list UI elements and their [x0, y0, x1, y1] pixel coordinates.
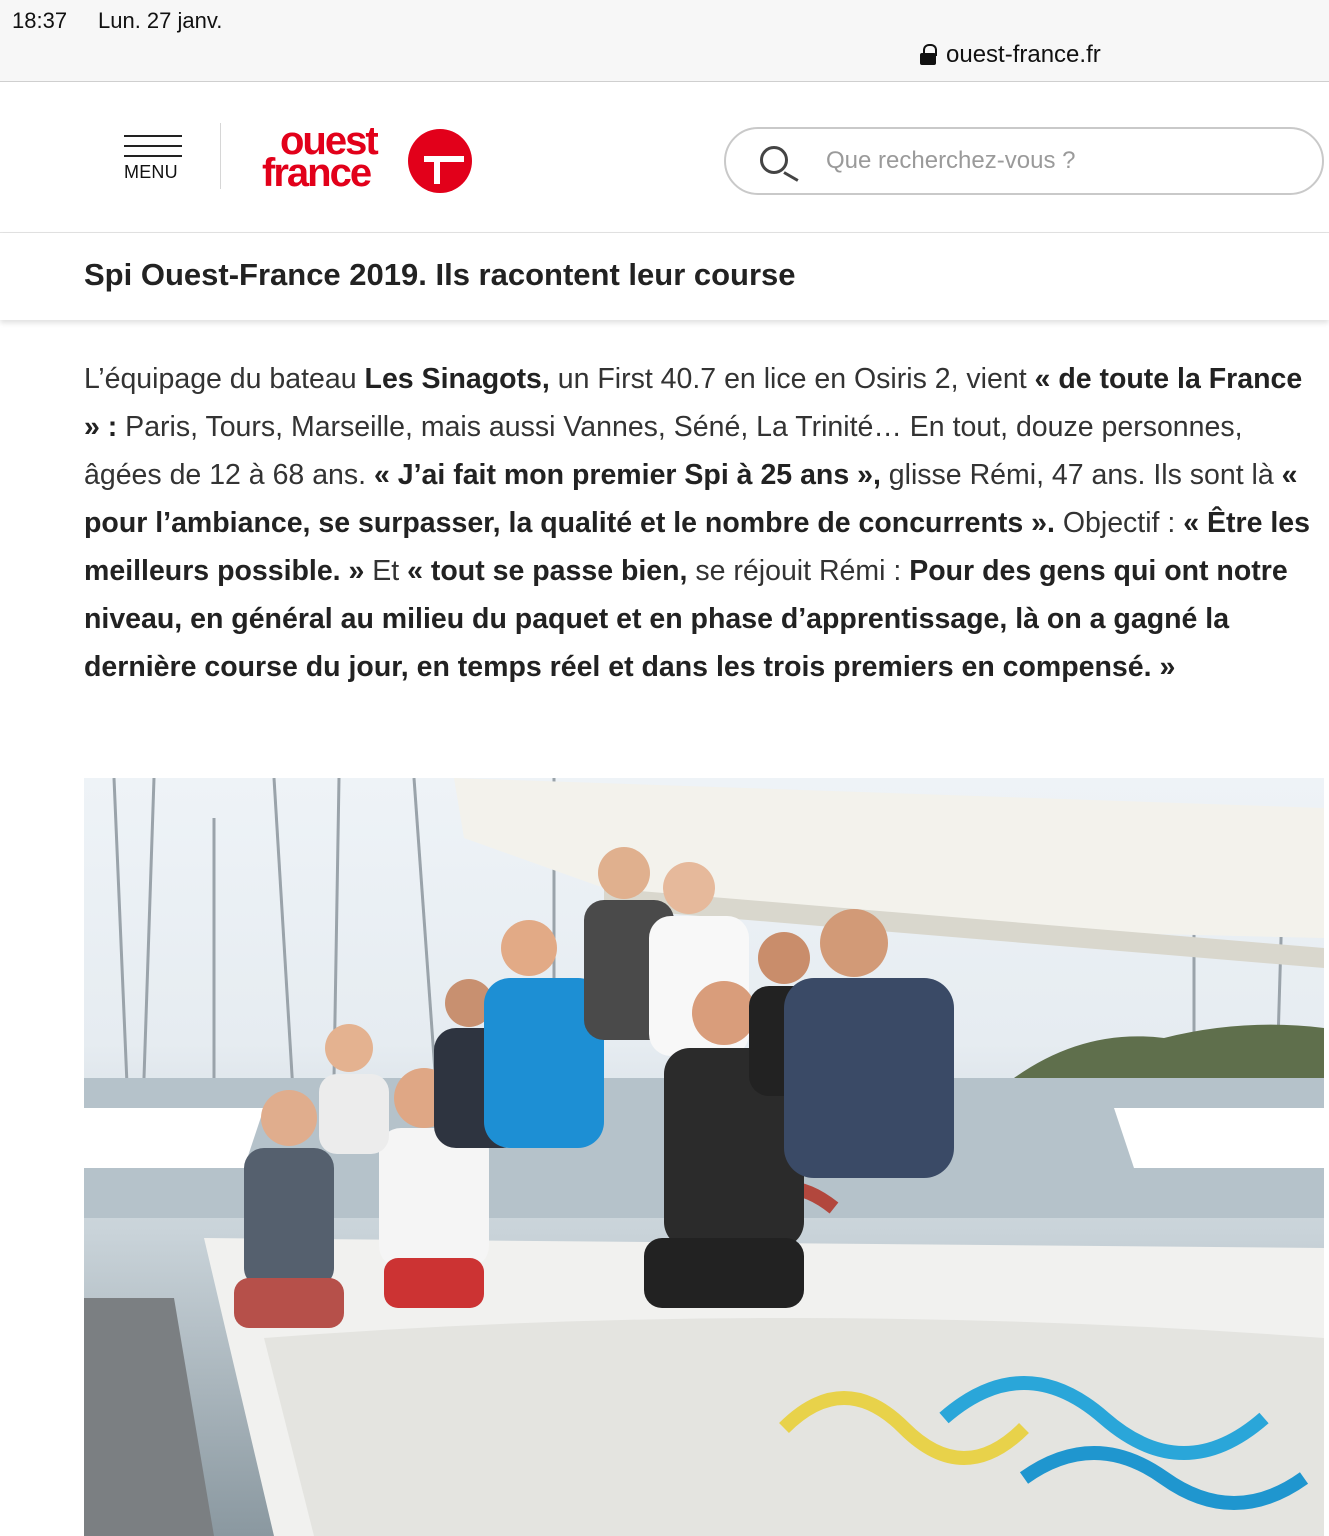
logo-circle-icon: [408, 129, 472, 193]
menu-button[interactable]: [122, 135, 184, 187]
article-text-bold: « Être les meilleurs possible. »: [84, 507, 1310, 587]
search-input[interactable]: [826, 141, 1306, 181]
site-header: [0, 83, 1329, 233]
search-icon[interactable]: [760, 146, 800, 180]
article-text-bold: Les Sinagots,: [364, 363, 550, 395]
status-date: Lun. 27 janv.: [98, 8, 223, 33]
hamburger-icon: [124, 135, 182, 137]
article-text: Paris, Tours, Marseille, mais aussi Vannes, Séné, La Trinité… En tout, douze personnes, âgées de 12 à 68 ans.: [84, 411, 1243, 491]
article-text-bold: « J’ai fait mon premier Spi à 25 ans »,: [373, 459, 881, 491]
header-divider: [220, 123, 221, 189]
article-text: Et: [364, 555, 408, 587]
search-box[interactable]: [724, 127, 1324, 195]
article-paragraph: [84, 355, 1314, 691]
article-text-bold: Pour des gens qui ont notre niveau, en général au milieu du paquet et en phase d’apprentissage, là on a gagné la dernière course du jour, en temps réel et dans les trois premiers en compensé. »: [84, 555, 1288, 683]
logo-word-france: france: [262, 151, 371, 195]
article-text: un First 40.7 en lice en Osiris 2, vient: [549, 363, 1035, 395]
article-photo: [84, 778, 1324, 1536]
ouest-france-logo[interactable]: [262, 119, 474, 199]
browser-status-bar: [0, 0, 1329, 82]
address-bar-url: ouest-france.fr: [946, 41, 1101, 68]
article-text: se réjouit Rémi :: [687, 555, 910, 587]
menu-label: MENU: [124, 162, 178, 182]
status-time: 18:37: [12, 8, 68, 33]
photo-illustration: [84, 778, 1324, 1536]
lock-icon: [920, 44, 938, 66]
hamburger-icon-line: [124, 145, 182, 147]
article-text: glisse Rémi, 47 ans. Ils sont là: [880, 459, 1282, 491]
logo-word-ouest: ouest: [280, 119, 377, 163]
article-title-bar: [0, 233, 1329, 320]
article-text: Objectif :: [1054, 507, 1184, 539]
hamburger-icon-line: [124, 155, 182, 157]
article-title: Spi Ouest-France 2019. Ils racontent leur course: [84, 257, 796, 292]
article-text-bold: « tout se passe bien,: [407, 555, 688, 587]
article-text-bold: « pour l’ambiance, se surpasser, la qualité et le nombre de concurrents ».: [84, 459, 1298, 539]
address-bar[interactable]: [920, 40, 1101, 70]
article-text-bold: « de toute la France » :: [84, 363, 1303, 443]
article-text: L’équipage du bateau: [84, 363, 365, 395]
